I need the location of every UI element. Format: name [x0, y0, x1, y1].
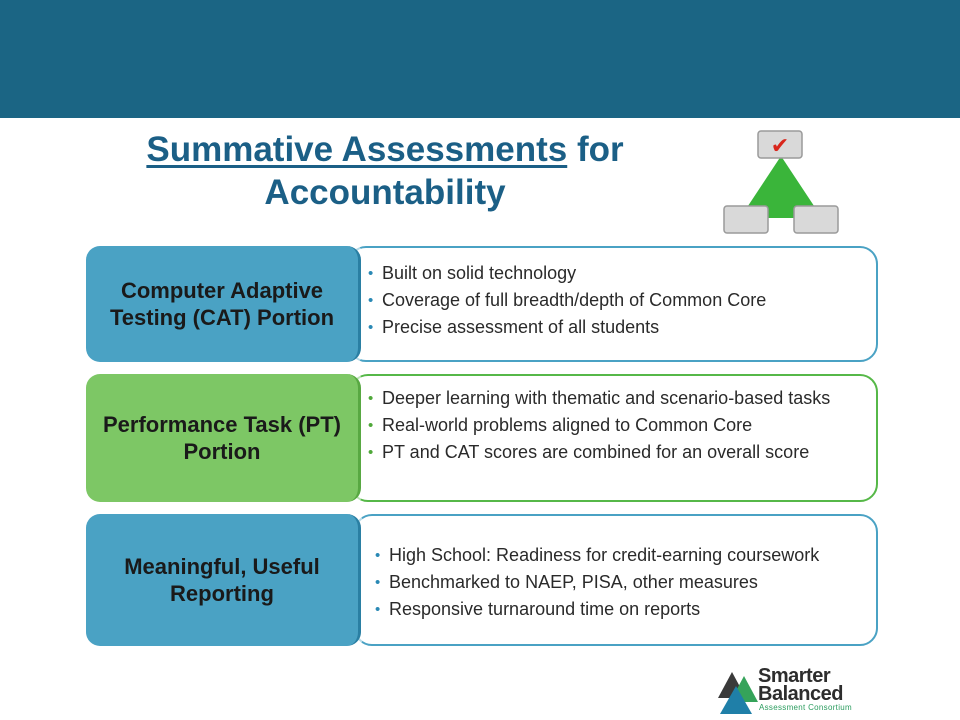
row-cat-label: [86, 246, 361, 362]
bullet-item: • Real-world problems aligned to Common Core: [366, 413, 866, 438]
title-part2: for: [567, 130, 624, 169]
check-mark: ✔: [770, 134, 790, 159]
row-pt-label: [86, 374, 361, 502]
smarter-balanced-logo: [718, 664, 868, 716]
logo-mark-icon: [718, 668, 758, 714]
row-pt-label-line2: Portion: [183, 439, 261, 464]
row-cat-label-line1: Computer Adaptive: [120, 278, 324, 303]
logo-word-smarter: Smarter: [758, 665, 831, 687]
bullet-item: • Built on solid technology: [366, 260, 766, 287]
row-pt-bullets: [366, 386, 866, 467]
title-part1: Summative Assessments: [146, 130, 568, 169]
bullet-item: • Coverage of full breadth/depth of Common Core: [366, 287, 766, 314]
triangle-check-icon: [722, 128, 840, 236]
header-band: [0, 0, 960, 118]
row-reporting-label-line2: Reporting: [170, 581, 274, 606]
row-cat: [86, 246, 878, 362]
page-title: [110, 128, 660, 214]
title-line2: Accountability: [264, 173, 506, 212]
bullet-item: • PT and CAT scores are combined for an overall score: [366, 440, 866, 465]
row-reporting: [86, 514, 878, 646]
logo-word-balanced: Balanced: [758, 683, 843, 705]
row-reporting-label-line1: Meaningful, Useful: [124, 554, 320, 579]
row-pt-label-line1: Performance Task (PT): [102, 412, 341, 437]
row-cat-label-line2: Testing (CAT) Portion: [109, 305, 335, 330]
bullet-item: • Deeper learning with thematic and scenario-based tasks: [366, 386, 866, 411]
logo-tagline: Assessment Consortium: [759, 703, 852, 712]
row-pt: [86, 374, 878, 502]
bullet-item: • High School: Readiness for credit-earning coursework: [373, 542, 819, 569]
bullet-item: • Precise assessment of all students: [366, 314, 766, 341]
row-reporting-label: [86, 514, 361, 646]
bullet-item: • Responsive turnaround time on reports: [373, 596, 819, 623]
row-cat-bullets: [366, 260, 766, 341]
bullet-item: • Benchmarked to NAEP, PISA, other measures: [373, 569, 819, 596]
row-reporting-bullets: [373, 542, 819, 623]
